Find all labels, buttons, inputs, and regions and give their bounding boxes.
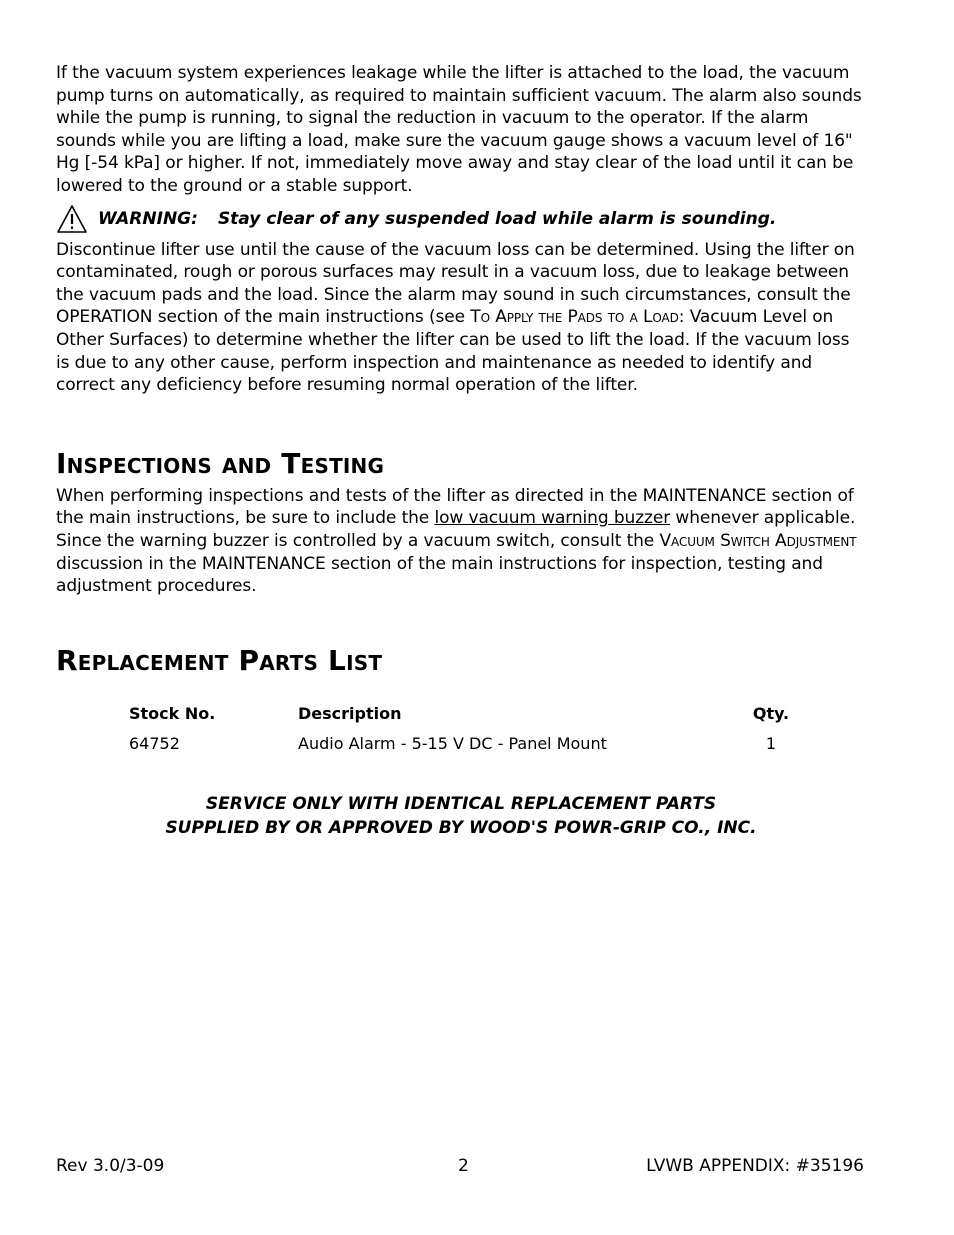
service-line-1: SERVICE ONLY WITH IDENTICAL REPLACEMENT PARTS: [205, 794, 717, 814]
vacuum-switch-reference: Vacuum Switch Adjustment: [659, 530, 857, 551]
service-line-2: SUPPLIED BY OR APPROVED BY WOOD'S POWR-GRIP CO., INC.: [165, 818, 757, 838]
part-description: Audio Alarm - 5-15 V DC - Panel Mount: [298, 733, 607, 753]
intro-paragraph: If the vacuum system experiences leakage while the lifter is attached to the load, the vacuum pump turns on automatically, as required to maintain sufficient vacuum. The alarm also sounds while the pump is running, to signal the reduction in vacuum to the operator. If the alarm sounds while you are lifting a load, make sure the vacuum gauge shows a vacuum level of 16" Hg [-54 kPa] or higher. If not, immediately move away and stay clear of the load until it can be lowered to the ground or a stable support.: [56, 63, 862, 196]
service-notice: [0, 792, 922, 840]
inspections-heading: Inspections and Testing: [56, 446, 385, 480]
page-content: [56, 62, 866, 678]
inspections-text-1: When performing inspections and tests of the lifter as directed in the MAINTENANCE section of the main instructions, be sure to include the: [56, 485, 854, 529]
document-id: LVWB APPENDIX: #35196: [646, 1156, 864, 1176]
column-qty: Qty.: [752, 703, 790, 723]
warning-label: WARNING:: [98, 208, 198, 229]
revision: Rev 3.0/3-09: [56, 1156, 165, 1176]
warning-text: Stay clear of any suspended load while alarm is sounding.: [217, 208, 777, 229]
discontinue-text-2: : Vacuum Level on Other Surfaces) to determine whether the lifter can be used to lift the load. If the vacuum loss is due to any other cause, perform inspection and maintenance as needed to identify and correct any deficiency before resuming normal operation of the lifter.: [56, 307, 850, 396]
discontinue-text-1: Discontinue lifter use until the cause of the vacuum loss can be determined. Using the lifter on contaminated, rough or porous surfaces may result in a vacuum loss, due to leakage between the vacuum pads and the load. Since the alarm may sound in such circumstances, consult the OPERATION section of the main instructions (see: [56, 239, 855, 328]
warning-triangle-icon: [56, 204, 88, 234]
warning-notice: [56, 204, 866, 234]
buzzer-link[interactable]: low vacuum warning buzzer: [434, 508, 671, 529]
part-qty: 1: [765, 733, 777, 753]
discontinue-paragraph: [56, 239, 866, 397]
page-footer: [56, 1156, 864, 1176]
column-description: Description: [298, 703, 402, 723]
parts-table-header: [129, 700, 791, 726]
stock-number: 64752: [129, 733, 180, 753]
page-number: 2: [458, 1156, 469, 1176]
parts-heading: Replacement Parts List: [56, 643, 383, 677]
pads-reference: To Apply the Pads to a Load: [470, 307, 679, 328]
table-row: [129, 726, 791, 760]
column-stock: Stock No.: [129, 703, 216, 723]
inspections-paragraph: [56, 485, 866, 598]
inspections-text-3: discussion in the MAINTENANCE section of the main instructions for inspection, testing and adjustment procedures.: [56, 553, 823, 597]
parts-table: [129, 700, 791, 760]
inspections-text-2: whenever applicable. Since the warning buzzer is controlled by a vacuum switch, consult the: [56, 508, 856, 551]
